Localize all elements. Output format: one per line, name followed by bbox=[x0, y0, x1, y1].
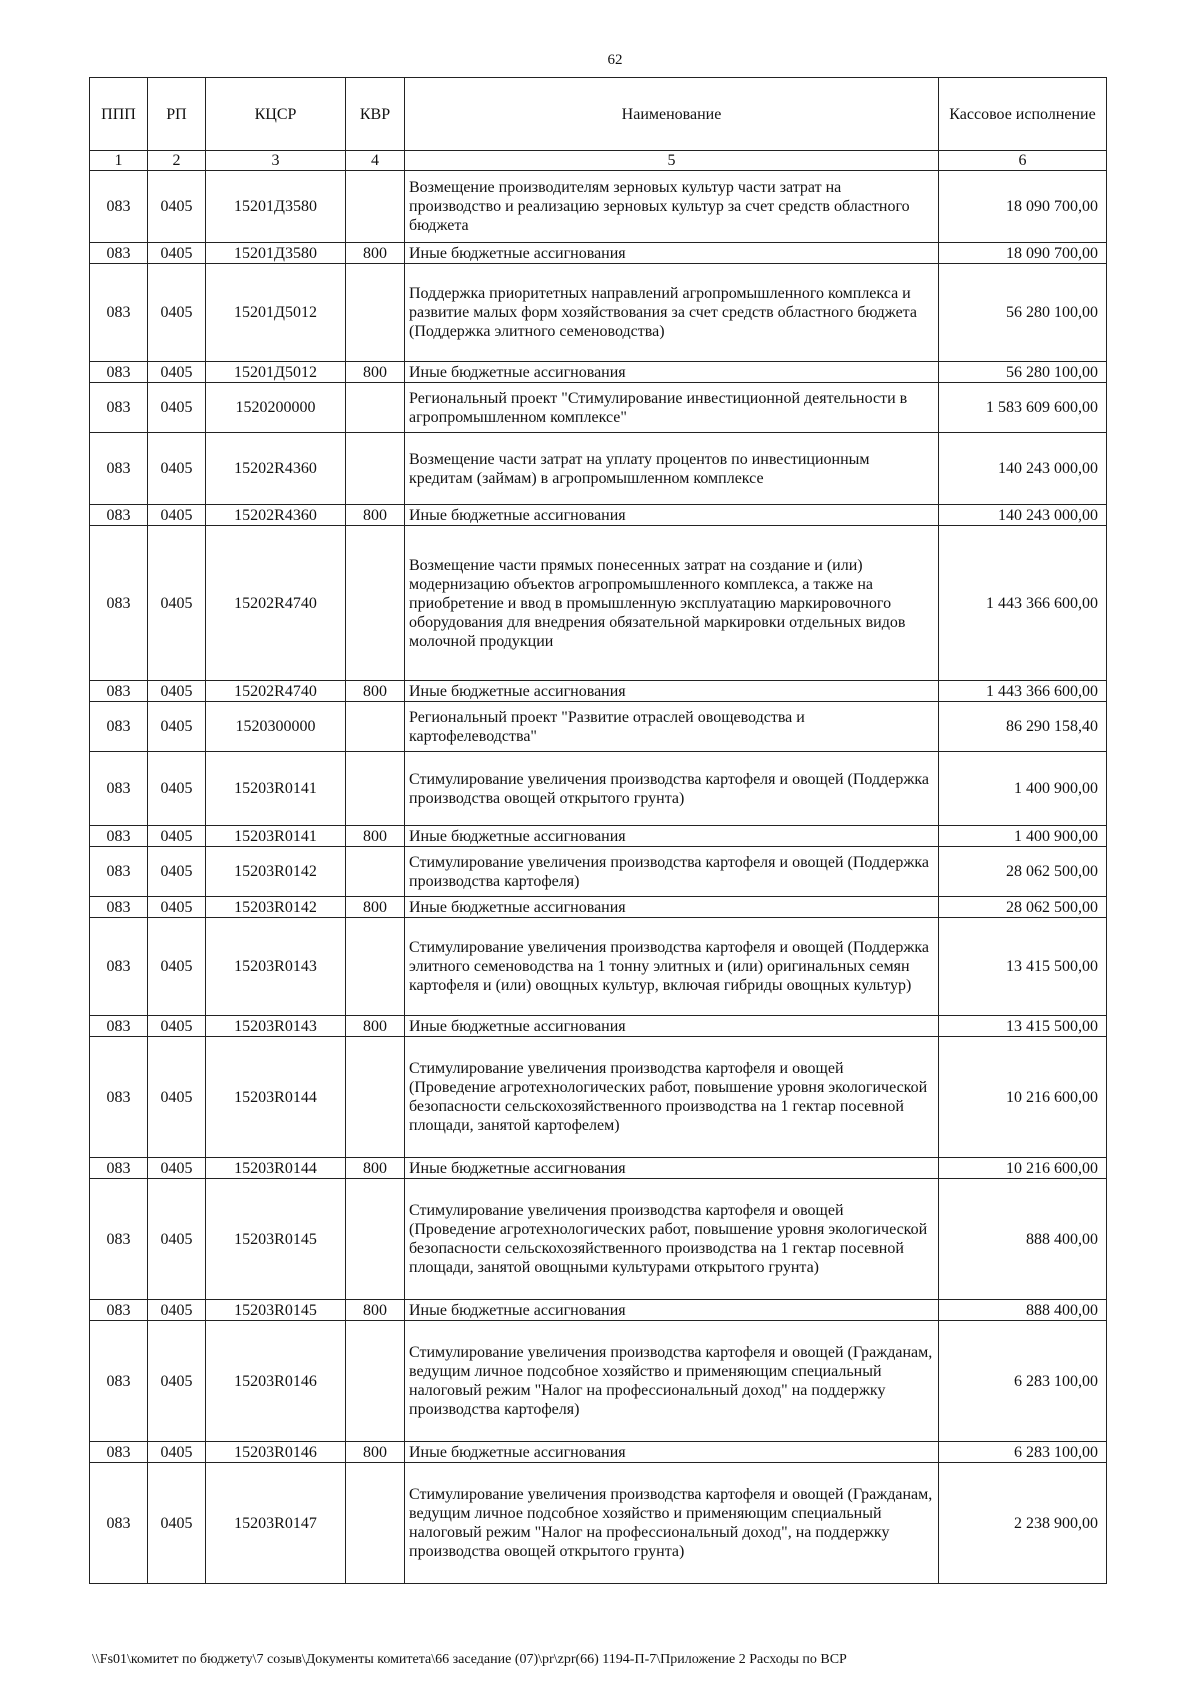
cell-amount: 56 280 100,00 bbox=[939, 362, 1107, 383]
cell-ppp: 083 bbox=[90, 383, 148, 433]
table-row bbox=[90, 383, 1107, 433]
cell-amount: 1 583 609 600,00 bbox=[939, 383, 1107, 433]
cell-kvr bbox=[346, 1321, 405, 1442]
cell-amount: 18 090 700,00 bbox=[939, 243, 1107, 264]
cell-rp: 0405 bbox=[148, 752, 206, 826]
table-body bbox=[90, 171, 1107, 1584]
cell-kcsr: 15203R0141 bbox=[206, 752, 346, 826]
cell-ppp: 083 bbox=[90, 1179, 148, 1300]
cell-rp: 0405 bbox=[148, 433, 206, 505]
cell-kvr bbox=[346, 752, 405, 826]
cell-ppp: 083 bbox=[90, 681, 148, 702]
cell-kvr bbox=[346, 526, 405, 681]
cell-rp: 0405 bbox=[148, 1442, 206, 1463]
cell-kvr: 800 bbox=[346, 897, 405, 918]
cell-kcsr: 15203R0144 bbox=[206, 1037, 346, 1158]
cell-kcsr: 15203R0146 bbox=[206, 1442, 346, 1463]
cell-kvr bbox=[346, 1179, 405, 1300]
cell-kvr bbox=[346, 1037, 405, 1158]
cell-ppp: 083 bbox=[90, 264, 148, 362]
cell-ppp: 083 bbox=[90, 433, 148, 505]
cell-name: Региональный проект "Стимулирование инвестиционной деятельности в агропромышленном комплексе" bbox=[405, 383, 939, 433]
cell-name: Иные бюджетные ассигнования bbox=[405, 681, 939, 702]
cell-ppp: 083 bbox=[90, 702, 148, 752]
cell-rp: 0405 bbox=[148, 826, 206, 847]
table-row bbox=[90, 243, 1107, 264]
cell-name: Иные бюджетные ассигнования bbox=[405, 1158, 939, 1179]
table-row bbox=[90, 1442, 1107, 1463]
cell-amount: 1 400 900,00 bbox=[939, 752, 1107, 826]
cell-ppp: 083 bbox=[90, 752, 148, 826]
table-row bbox=[90, 1321, 1107, 1442]
cell-name: Стимулирование увеличения производства картофеля и овощей (Проведение агротехнологических работ, повышение уровня экологической безопасности сельскохозяйственного производства на 1 гектар посевной площади, занятой овощными культурами открытого грунта) bbox=[405, 1179, 939, 1300]
table-row bbox=[90, 171, 1107, 243]
cell-ppp: 083 bbox=[90, 243, 148, 264]
cell-amount: 10 216 600,00 bbox=[939, 1037, 1107, 1158]
cell-amount: 1 443 366 600,00 bbox=[939, 526, 1107, 681]
cell-ppp: 083 bbox=[90, 826, 148, 847]
cell-amount: 888 400,00 bbox=[939, 1300, 1107, 1321]
cell-kvr bbox=[346, 264, 405, 362]
column-header-name: Наименование bbox=[405, 78, 939, 151]
cell-ppp: 083 bbox=[90, 526, 148, 681]
cell-rp: 0405 bbox=[148, 526, 206, 681]
cell-kvr: 800 bbox=[346, 243, 405, 264]
cell-kvr: 800 bbox=[346, 1158, 405, 1179]
cell-amount: 56 280 100,00 bbox=[939, 264, 1107, 362]
cell-ppp: 083 bbox=[90, 505, 148, 526]
cell-kcsr: 15203R0143 bbox=[206, 918, 346, 1016]
table-row bbox=[90, 1463, 1107, 1584]
cell-kvr bbox=[346, 847, 405, 897]
cell-amount: 140 243 000,00 bbox=[939, 433, 1107, 505]
cell-kcsr: 15201Д3580 bbox=[206, 171, 346, 243]
cell-amount: 28 062 500,00 bbox=[939, 897, 1107, 918]
cell-amount: 1 443 366 600,00 bbox=[939, 681, 1107, 702]
cell-name: Возмещение части затрат на уплату процентов по инвестиционным кредитам (займам) в агропромышленном комплексе bbox=[405, 433, 939, 505]
cell-name: Стимулирование увеличения производства картофеля и овощей (Гражданам, ведущим личное подсобное хозяйство и применяющим специальный налоговый режим "Налог на профессиональный доход" на поддержку производства картофеля) bbox=[405, 1321, 939, 1442]
cell-kcsr: 15203R0143 bbox=[206, 1016, 346, 1037]
cell-ppp: 083 bbox=[90, 847, 148, 897]
cell-kcsr: 15203R0142 bbox=[206, 847, 346, 897]
cell-ppp: 083 bbox=[90, 897, 148, 918]
cell-name: Возмещение производителям зерновых культур части затрат на производство и реализацию зерновых культур за счет средств областного бюджета bbox=[405, 171, 939, 243]
cell-rp: 0405 bbox=[148, 264, 206, 362]
cell-amount: 140 243 000,00 bbox=[939, 505, 1107, 526]
cell-name: Стимулирование увеличения производства картофеля и овощей (Поддержка производства картофеля) bbox=[405, 847, 939, 897]
cell-kcsr: 15201Д5012 bbox=[206, 264, 346, 362]
table-row bbox=[90, 1037, 1107, 1158]
column-number: 4 bbox=[346, 151, 405, 171]
cell-rp: 0405 bbox=[148, 362, 206, 383]
cell-name: Иные бюджетные ассигнования bbox=[405, 243, 939, 264]
cell-kcsr: 1520300000 bbox=[206, 702, 346, 752]
cell-rp: 0405 bbox=[148, 1179, 206, 1300]
table-row bbox=[90, 1300, 1107, 1321]
column-number: 2 bbox=[148, 151, 206, 171]
cell-kvr bbox=[346, 383, 405, 433]
cell-amount: 86 290 158,40 bbox=[939, 702, 1107, 752]
cell-kvr: 800 bbox=[346, 681, 405, 702]
cell-kcsr: 15203R0145 bbox=[206, 1300, 346, 1321]
cell-ppp: 083 bbox=[90, 1300, 148, 1321]
column-number: 6 bbox=[939, 151, 1107, 171]
cell-kcsr: 15203R0145 bbox=[206, 1179, 346, 1300]
column-number-row bbox=[90, 151, 1107, 171]
cell-rp: 0405 bbox=[148, 1300, 206, 1321]
cell-amount: 6 283 100,00 bbox=[939, 1321, 1107, 1442]
cell-amount: 888 400,00 bbox=[939, 1179, 1107, 1300]
cell-amount: 2 238 900,00 bbox=[939, 1463, 1107, 1584]
cell-kcsr: 15203R0147 bbox=[206, 1463, 346, 1584]
cell-kvr bbox=[346, 918, 405, 1016]
cell-kvr: 800 bbox=[346, 362, 405, 383]
page-number: 62 bbox=[607, 52, 623, 68]
cell-ppp: 083 bbox=[90, 1321, 148, 1442]
cell-kcsr: 15202R4740 bbox=[206, 526, 346, 681]
cell-name: Иные бюджетные ассигнования bbox=[405, 897, 939, 918]
cell-rp: 0405 bbox=[148, 1016, 206, 1037]
cell-rp: 0405 bbox=[148, 918, 206, 1016]
cell-ppp: 083 bbox=[90, 1037, 148, 1158]
cell-name: Региональный проект "Развитие отраслей овощеводства и картофелеводства" bbox=[405, 702, 939, 752]
cell-ppp: 083 bbox=[90, 1158, 148, 1179]
table-row bbox=[90, 918, 1107, 1016]
column-header-kvr: КВР bbox=[346, 78, 405, 151]
cell-rp: 0405 bbox=[148, 243, 206, 264]
cell-kcsr: 15202R4360 bbox=[206, 433, 346, 505]
cell-name: Стимулирование увеличения производства картофеля и овощей (Поддержка производства овощей открытого грунта) bbox=[405, 752, 939, 826]
cell-amount: 13 415 500,00 bbox=[939, 918, 1107, 1016]
cell-kvr bbox=[346, 433, 405, 505]
cell-ppp: 083 bbox=[90, 1016, 148, 1037]
cell-rp: 0405 bbox=[148, 505, 206, 526]
cell-kcsr: 1520200000 bbox=[206, 383, 346, 433]
cell-kvr: 800 bbox=[346, 1300, 405, 1321]
cell-rp: 0405 bbox=[148, 847, 206, 897]
cell-name: Иные бюджетные ассигнования bbox=[405, 826, 939, 847]
table-row bbox=[90, 362, 1107, 383]
cell-kvr bbox=[346, 702, 405, 752]
cell-name: Иные бюджетные ассигнования bbox=[405, 362, 939, 383]
footer-file-path: \\Fs01\комитет по бюджету\7 созыв\Документы комитета\66 заседание (07)\pr\zpr(66) 1194-П-7\Приложение 2 Расходы по ВСР bbox=[92, 1652, 847, 1667]
table-row bbox=[90, 752, 1107, 826]
cell-rp: 0405 bbox=[148, 681, 206, 702]
cell-kcsr: 15203R0141 bbox=[206, 826, 346, 847]
table-row bbox=[90, 1016, 1107, 1037]
table-row bbox=[90, 826, 1107, 847]
cell-kcsr: 15202R4360 bbox=[206, 505, 346, 526]
column-number: 3 bbox=[206, 151, 346, 171]
cell-rp: 0405 bbox=[148, 1463, 206, 1584]
cell-name: Стимулирование увеличения производства картофеля и овощей (Гражданам, ведущим личное подсобное хозяйство и применяющим специальный налоговый режим "Налог на профессиональный доход", на поддержку производства овощей открытого грунта) bbox=[405, 1463, 939, 1584]
cell-ppp: 083 bbox=[90, 1463, 148, 1584]
cell-rp: 0405 bbox=[148, 171, 206, 243]
cell-kcsr: 15203R0142 bbox=[206, 897, 346, 918]
cell-amount: 1 400 900,00 bbox=[939, 826, 1107, 847]
cell-name: Стимулирование увеличения производства картофеля и овощей (Проведение агротехнологических работ, повышение уровня экологической безопасности сельскохозяйственного производства на 1 гектар посевной площади, занятой картофелем) bbox=[405, 1037, 939, 1158]
cell-kcsr: 15201Д5012 bbox=[206, 362, 346, 383]
table-row bbox=[90, 681, 1107, 702]
column-number: 1 bbox=[90, 151, 148, 171]
cell-amount: 18 090 700,00 bbox=[939, 171, 1107, 243]
cell-amount: 13 415 500,00 bbox=[939, 1016, 1107, 1037]
cell-name: Иные бюджетные ассигнования bbox=[405, 1442, 939, 1463]
cell-rp: 0405 bbox=[148, 897, 206, 918]
table-row bbox=[90, 847, 1107, 897]
column-header-amount: Кассовое исполнение bbox=[939, 78, 1107, 151]
cell-amount: 28 062 500,00 bbox=[939, 847, 1107, 897]
cell-ppp: 083 bbox=[90, 362, 148, 383]
table-row bbox=[90, 433, 1107, 505]
cell-ppp: 083 bbox=[90, 171, 148, 243]
table-row bbox=[90, 1179, 1107, 1300]
cell-kcsr: 15203R0146 bbox=[206, 1321, 346, 1442]
cell-name: Иные бюджетные ассигнования bbox=[405, 1016, 939, 1037]
cell-kvr: 800 bbox=[346, 1442, 405, 1463]
cell-amount: 10 216 600,00 bbox=[939, 1158, 1107, 1179]
cell-kvr: 800 bbox=[346, 1016, 405, 1037]
cell-ppp: 083 bbox=[90, 918, 148, 1016]
cell-kvr bbox=[346, 171, 405, 243]
cell-name: Стимулирование увеличения производства картофеля и овощей (Поддержка элитного семеноводства на 1 тонну элитных и (или) оригинальных семян картофеля и (или) овощных культур, включая гибриды овощных культур) bbox=[405, 918, 939, 1016]
cell-kvr bbox=[346, 1463, 405, 1584]
table-row bbox=[90, 1158, 1107, 1179]
cell-rp: 0405 bbox=[148, 1321, 206, 1442]
cell-name: Возмещение части прямых понесенных затрат на создание и (или) модернизацию объектов агропромышленного комплекса, а также на приобретение и ввод в промышленную эксплуатацию маркировочного оборудования для внедрения обязательной маркировки отдельных видов молочной продукции bbox=[405, 526, 939, 681]
table-row bbox=[90, 897, 1107, 918]
table-header-row bbox=[90, 78, 1107, 151]
column-header-ppp: ППП bbox=[90, 78, 148, 151]
table-row bbox=[90, 505, 1107, 526]
budget-table bbox=[89, 77, 1107, 1584]
cell-name: Поддержка приоритетных направлений агропромышленного комплекса и развитие малых форм хозяйствования за счет средств областного бюджета (Поддержка элитного семеноводства) bbox=[405, 264, 939, 362]
table-row bbox=[90, 702, 1107, 752]
table-row bbox=[90, 526, 1107, 681]
cell-kvr: 800 bbox=[346, 826, 405, 847]
cell-kcsr: 15201Д3580 bbox=[206, 243, 346, 264]
column-number: 5 bbox=[405, 151, 939, 171]
cell-kcsr: 15202R4740 bbox=[206, 681, 346, 702]
column-header-kcsr: КЦСР bbox=[206, 78, 346, 151]
column-header-rp: РП bbox=[148, 78, 206, 151]
cell-ppp: 083 bbox=[90, 1442, 148, 1463]
cell-rp: 0405 bbox=[148, 383, 206, 433]
cell-rp: 0405 bbox=[148, 702, 206, 752]
table-row bbox=[90, 264, 1107, 362]
cell-name: Иные бюджетные ассигнования bbox=[405, 1300, 939, 1321]
cell-amount: 6 283 100,00 bbox=[939, 1442, 1107, 1463]
cell-kvr: 800 bbox=[346, 505, 405, 526]
cell-name: Иные бюджетные ассигнования bbox=[405, 505, 939, 526]
cell-rp: 0405 bbox=[148, 1037, 206, 1158]
cell-kcsr: 15203R0144 bbox=[206, 1158, 346, 1179]
cell-rp: 0405 bbox=[148, 1158, 206, 1179]
